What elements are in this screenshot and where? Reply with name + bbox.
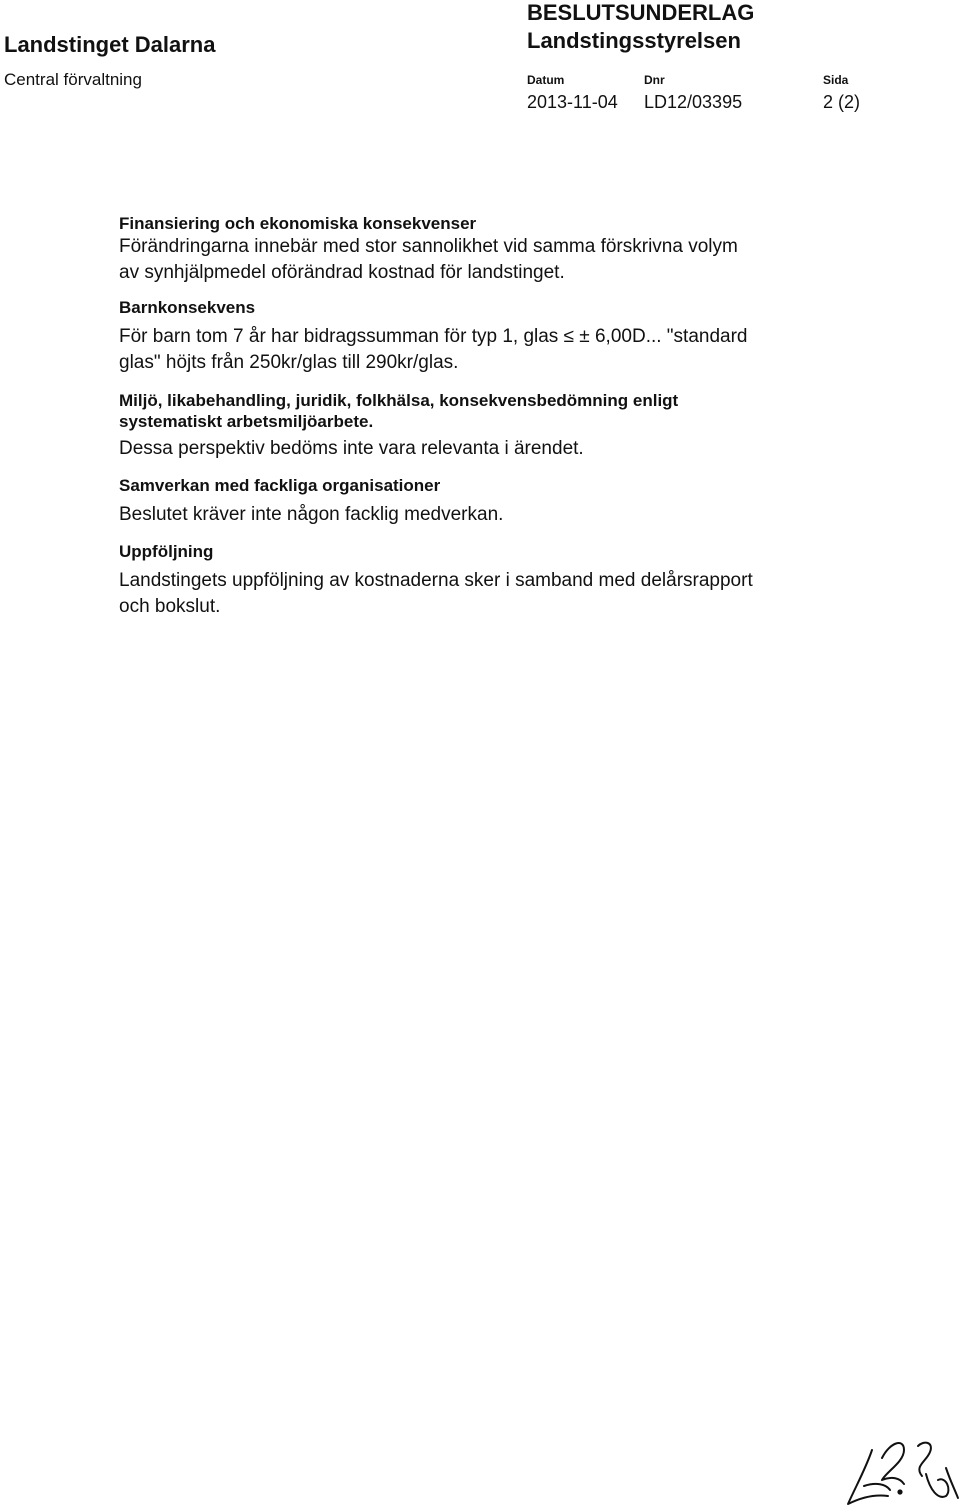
- section-text: Beslutet kräver inte någon facklig medverkan.: [119, 504, 504, 525]
- page-number: 2 (2): [823, 92, 861, 112]
- section-heading: Finansiering och ekonomiska konsekvenser: [119, 214, 477, 233]
- section-heading: Samverkan med fackliga organisationer: [119, 476, 441, 495]
- document-type: BESLUTSUNDERLAG: [527, 0, 755, 25]
- section-text: För barn tom 7 år har bidragssumman för typ 1, glas ≤ ± 6,00D... "standard glas" höjts från 250kr/glas till 290kr/glas.: [119, 326, 748, 373]
- section-heading: Barnkonsekvens: [119, 298, 256, 317]
- page-label: Sida: [823, 73, 849, 87]
- section-text: Landstingets uppföljning av kostnaderna sker i samband med delårsrapport och bokslut.: [119, 570, 753, 617]
- section-union-cooperation: [119, 476, 889, 528]
- section-child-impact: [119, 298, 889, 376]
- board-name: Landstingsstyrelsen: [527, 28, 741, 53]
- reference-label: Dnr: [644, 73, 665, 87]
- date-label: Datum: [527, 73, 565, 87]
- organization-unit: Central förvaltning: [4, 70, 142, 89]
- organization-name: Landstinget Dalarna: [4, 32, 216, 57]
- reference-value: LD12/03395: [644, 92, 743, 112]
- date-value: 2013-11-04: [527, 92, 618, 112]
- section-text: Dessa perspektiv bedöms inte vara relevanta i ärendet.: [119, 438, 584, 459]
- section-follow-up: [119, 542, 889, 620]
- section-text: Förändringarna innebär med stor sannolikhet vid samma förskrivna volym av synhjälpmedel oförändrad kostnad för landstinget.: [119, 236, 738, 283]
- handwritten-signature: [842, 1428, 960, 1510]
- section-finance: [119, 214, 889, 286]
- document-body: [119, 214, 889, 620]
- section-heading: Uppföljning: [119, 542, 214, 561]
- section-heading: Miljö, likabehandling, juridik, folkhälsa, konsekvensbedömning enligt systematiskt arbetsmiljöarbete.: [119, 391, 679, 431]
- section-environment: [119, 390, 889, 462]
